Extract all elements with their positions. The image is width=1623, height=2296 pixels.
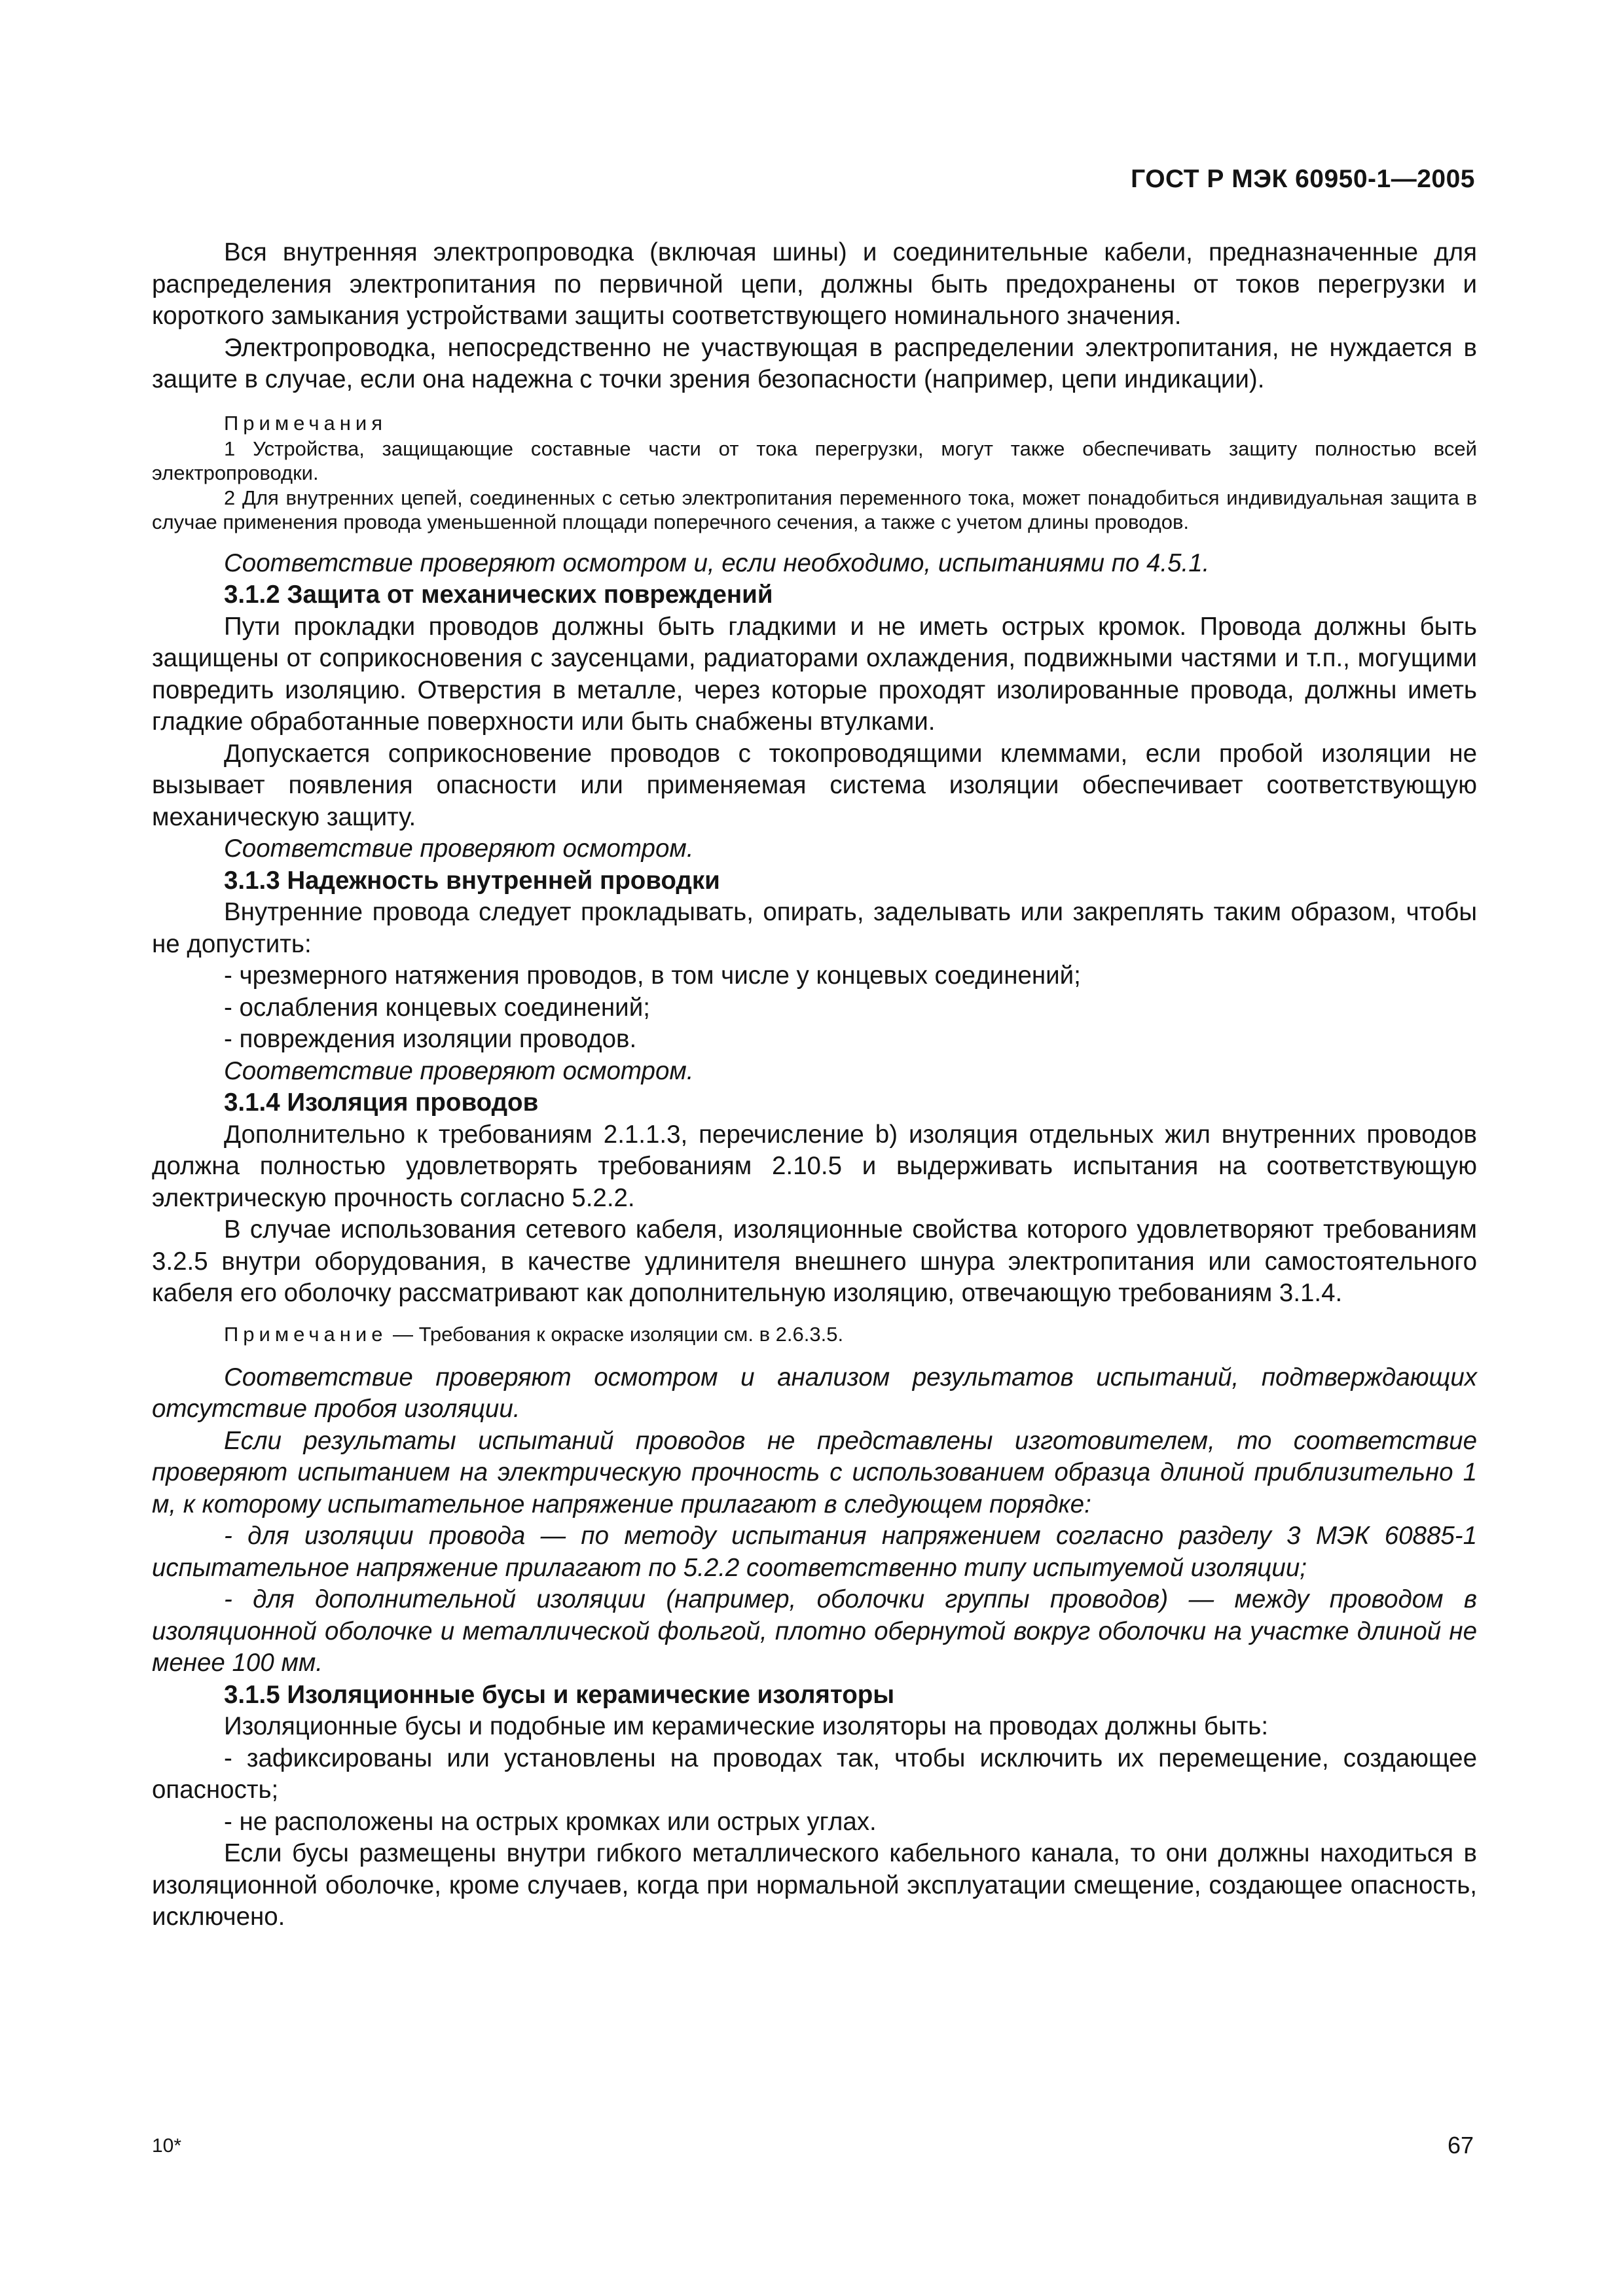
list-item: - для дополнительной изоляции (например, оболочки группы проводов) — между проводом в изоляционной оболочке и металлической фольгой, плотно обернутой вокруг оболочки на участке длиной не менее 100 мм. [152, 1585, 1477, 1677]
section-heading: 3.1.5 Изоляционные бусы и керамические изоляторы [224, 1680, 895, 1709]
paragraph: Электропроводка, непосредственно не участвующая в распределении электропитания, не нуждается в защите в случае, если она надежна с точки зрения безопасности (например, цепи индикации). [152, 333, 1477, 393]
sheet-mark: 10* [152, 2135, 182, 2157]
compliance-statement: Соответствие проверяют осмотром и анализом результатов испытаний, подтверждающих отсутствие пробоя изоляции. [152, 1363, 1477, 1423]
list-item: - для изоляции провода — по методу испытания напряжением согласно разделу 3 МЭК 60885-1 испытательное напряжение прилагают по 5.2.2 соответственно типу испытуемой изоляции; [152, 1522, 1477, 1582]
document-header: ГОСТ Р МЭК 60950-1—2005 [1131, 165, 1475, 193]
notes-title: Примечания [224, 411, 387, 435]
paragraph: Пути прокладки проводов должны быть гладкими и не иметь острых кромок. Провода должны быть защищены от соприкосновения с заусенцами, радиаторами охлаждения, подвижными частями и т.п., могущими повредить изоляцию. Отверстия в металле, через которые проходят изолированные провода, должны иметь гладкие обработанные поверхности или быть снабжены втулками. [152, 612, 1477, 736]
section-heading: 3.1.3 Надежность внутренней проводки [224, 866, 720, 895]
note-item: 1 Устройства, защищающие составные части от тока перегрузки, могут также обеспечивать защиту полностью всей электропроводки. [152, 437, 1477, 484]
paragraph: Изоляционные бусы и подобные им керамические изоляторы на проводах должны быть: [224, 1712, 1269, 1740]
paragraph: Если результаты испытаний проводов не представлены изготовителем, то соответствие проверяют испытанием на электрическую прочность с использованием образца длиной приблизительно 1 м, к которому испытательное напряжение прилагают в следующем порядке: [152, 1426, 1477, 1518]
paragraph: Внутренние провода следует прокладывать, опирать, заделывать или закреплять таким образом, чтобы не допустить: [152, 898, 1477, 958]
list-item: - ослабления концевых соединений; [224, 993, 650, 1022]
list-item: - повреждения изоляции проводов. [224, 1025, 637, 1053]
note [152, 1321, 1477, 1348]
section-heading: 3.1.2 Защита от механических повреждений [224, 581, 773, 609]
list-item: - не расположены на острых кромках или острых углах. [224, 1807, 877, 1836]
compliance-statement: Соответствие проверяют осмотром и, если необходимо, испытаниями по 4.5.1. [224, 548, 1210, 577]
paragraph: Вся внутренняя электропроводка (включая шины) и соединительные кабели, предназначенные для распределения электропитания по первичной цепи, должны быть предохранены от токов перегрузки и короткого замыкания устройствами защиты соответствующего номинального значения. [152, 238, 1477, 330]
list-item: - зафиксированы или установлены на проводах так, чтобы исключить их перемещение, создающее опасность; [152, 1744, 1477, 1804]
paragraph: Допускается соприкосновение проводов с токопроводящими клеммами, если пробой изоляции не вызывает появления опасности или применяемая система изоляции обеспечивает соответствующую механическую защиту. [152, 739, 1477, 831]
list-item: - чрезмерного натяжения проводов, в том числе у концевых соединений; [224, 961, 1081, 990]
compliance-statement: Соответствие проверяют осмотром. [224, 834, 694, 863]
page-number: 67 [1447, 2132, 1474, 2159]
note-item: 2 Для внутренних цепей, соединенных с сетью электропитания переменного тока, может понадобиться индивидуальная защита в случае применения провода уменьшенной площади поперечного сечения, а также с учетом длины проводов. [152, 486, 1477, 533]
compliance-statement: Соответствие проверяют осмотром. [224, 1056, 694, 1085]
note-label: Примечание [224, 1322, 388, 1346]
note-text: — Требования к окраске изоляции см. в 2.6.3.5. [387, 1322, 844, 1346]
document-body [152, 237, 1477, 1933]
paragraph: Если бусы размещены внутри гибкого металлического кабельного канала, то они должны находиться в изоляционной оболочке, кроме случаев, когда при нормальной эксплуатации смещение, создающее опасность, исключено. [152, 1839, 1477, 1931]
paragraph: В случае использования сетевого кабеля, изоляционные свойства которого удовлетворяют требованиям 3.2.5 внутри оборудования, в качестве удлинителя внешнего шнура электропитания или самостоятельного кабеля его оболочку рассматривают как дополнительную изоляцию, отвечающую требованиям 3.1.4. [152, 1215, 1477, 1307]
paragraph: Дополнительно к требованиям 2.1.1.3, перечисление b) изоляция отдельных жил внутренних проводов должна полностью удовлетворять требованиям 2.10.5 и выдерживать испытания на соответствующую электрическую прочность согласно 5.2.2. [152, 1120, 1477, 1212]
section-heading: 3.1.4 Изоляция проводов [224, 1088, 539, 1117]
